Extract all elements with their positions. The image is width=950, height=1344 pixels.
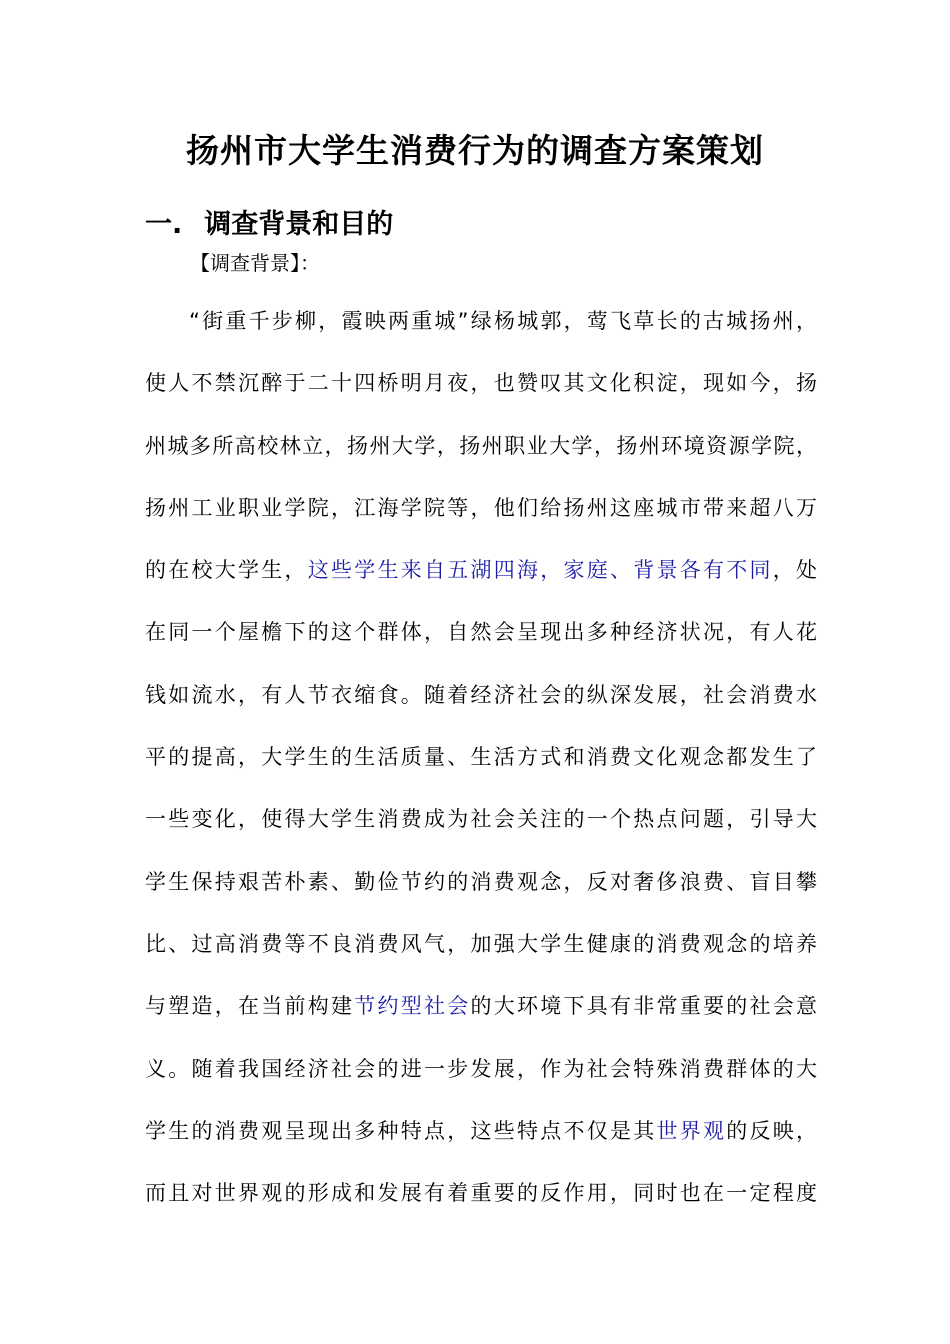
paragraph-text: 而且对世界观的形成和发展有着重要的反作用，同时也在一定程度	[145, 1181, 817, 1206]
paragraph-line	[145, 1162, 817, 1224]
paragraph-text: 钱如流水，有人节衣缩食。随着经济社会的纵深发展，社会消费水	[145, 682, 817, 707]
paragraph-text: 学生的消费观呈现出多种特点，这些特点不仅是其	[145, 1118, 657, 1143]
paragraph-text: “街重千步柳，霞映两重城”绿杨城郭，莺飞草长的古城扬州，	[189, 309, 817, 333]
section-number: 一.	[145, 209, 183, 240]
paragraph-line	[145, 290, 817, 352]
paragraph-text: 的在校大学生，	[145, 558, 308, 583]
hyperlink-text[interactable]: 世界观	[656, 1118, 727, 1143]
paragraph-line	[145, 664, 817, 726]
paragraph-line	[145, 1038, 817, 1100]
paragraph-text: 与塑造，在当前构建	[145, 994, 355, 1019]
paragraph-text: 在同一个屋檐下的这个群体，自然会呈现出多种经济状况，有人花	[145, 620, 817, 645]
hyperlink-text[interactable]: 这些学生来自五湖四海，家庭、背景各有不同	[307, 558, 773, 583]
paragraph-text: 学生保持艰苦朴素、勤俭节约的消费观念，反对奢侈浪费、盲目攀	[145, 869, 817, 894]
paragraph-text: 平的提高，大学生的生活质量、生活方式和消费文化观念都发生了	[145, 745, 817, 770]
document-title: 扬州市大学生消费行为的调查方案策划	[186, 131, 764, 170]
paragraph-text: 扬州工业职业学院，江海学院等，他们给扬州这座城市带来超八万	[145, 495, 817, 520]
paragraph-text: 州城多所高校林立，扬州大学，扬州职业大学，扬州环境资源学院，	[145, 433, 817, 458]
paragraph-text: 的反映，	[726, 1118, 817, 1143]
subheading-background: 【调查背景】：	[190, 251, 320, 275]
paragraph-text: 一些变化，使得大学生消费成为社会关注的一个热点问题，引导大	[145, 807, 817, 832]
paragraph-text: 义。随着我国经济社会的进一步发展，作为社会特殊消费群体的大	[145, 1056, 817, 1081]
paragraph-text: 使人不禁沉醉于二十四桥明月夜，也赞叹其文化积淀，现如今，扬	[145, 371, 817, 396]
paragraph-line	[145, 352, 817, 414]
paragraph-line	[145, 726, 817, 788]
paragraph-line	[145, 913, 817, 975]
paragraph-line	[145, 1100, 817, 1162]
section-heading	[145, 205, 393, 245]
paragraph-line	[145, 851, 817, 913]
paragraph-text: 的大环境下具有非常重要的社会意	[470, 994, 817, 1019]
hyperlink-text[interactable]: 节约型社会	[354, 994, 471, 1019]
paragraph-text: 比、过高消费等不良消费风气，加强大学生健康的消费观念的培养	[145, 931, 817, 956]
paragraph-line	[145, 415, 817, 477]
paragraph-line	[145, 539, 817, 601]
body-paragraph	[145, 290, 817, 1224]
section-heading-text: 调查背景和目的	[204, 209, 394, 240]
paragraph-line	[145, 788, 817, 850]
paragraph-line	[145, 601, 817, 663]
paragraph-text: ，处	[772, 558, 817, 583]
paragraph-line	[145, 975, 817, 1037]
paragraph-line	[145, 477, 817, 539]
